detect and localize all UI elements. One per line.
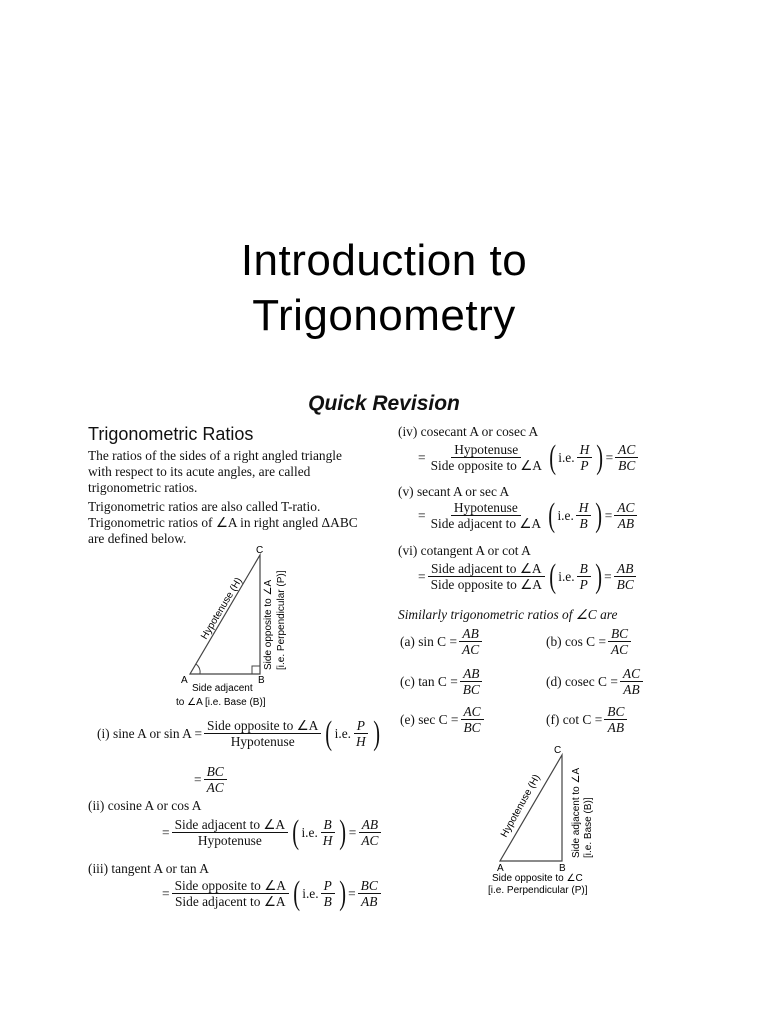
c-ratio-numerator: BC — [604, 704, 627, 720]
sine-result-denominator: AC — [206, 780, 224, 795]
cotangent-ie-denominator: P — [579, 577, 588, 592]
sine-ie-numerator: P — [354, 718, 368, 734]
c-ratio-sin — [400, 626, 484, 657]
ie-text: i.e. — [558, 449, 575, 465]
intro-line: Trigonometric ratios are also called T-ratio. — [88, 499, 321, 514]
cosecant-result-numerator: AC — [615, 442, 638, 458]
title-line-2: Trigonometry — [252, 291, 516, 340]
c-ratio-denominator: BC — [463, 720, 481, 735]
intro-line: Trigonometric ratios of ∠A in right angled ΔABC — [88, 515, 358, 531]
c-ratio-denominator: AB — [623, 682, 640, 697]
c-ratio-label: (d) cosec C = — [546, 673, 618, 689]
cosecant-denominator: Side opposite to ∠A — [430, 458, 542, 473]
vertex-c-label: C — [554, 745, 562, 756]
secant-ie-numerator: H — [576, 500, 592, 516]
vertex-b-label: B — [559, 863, 566, 874]
title-line-1: Introduction to — [240, 236, 528, 285]
ie-text: i.e. — [301, 824, 318, 840]
cotangent-label: (vi) cotangent A or cot A — [398, 543, 531, 558]
cosecant-result-denominator: BC — [618, 458, 636, 473]
c-ratio-label: (c) tan C = — [400, 673, 458, 689]
secant-label: (v) secant A or sec A — [398, 484, 510, 499]
right-angle-marker — [252, 666, 260, 674]
opposite-side-label-line1: Side opposite to ∠C — [492, 873, 583, 884]
cosine-formula: = Side adjacent to ∠A Hypotenuse ( i.e. $\frac{B}{H}$ ) = $\frac{AB}{AC}$ — [162, 817, 383, 848]
ie-text: i.e. — [558, 568, 575, 584]
adjacent-side-label-line2: [i.e. Base (B)] — [583, 797, 594, 858]
hypotenuse-label: Hypotenuse (H) — [499, 772, 543, 840]
intro-line: are defined below. — [88, 531, 187, 547]
adjacent-side-label-line2: to ∠A [i.e. Base (B)] — [176, 697, 266, 708]
intro-paragraph-1 — [88, 448, 342, 497]
cosine-result-denominator: AC — [361, 833, 379, 848]
c-ratio-sec — [400, 704, 486, 735]
tangent-numerator: Side opposite to ∠A — [172, 878, 289, 894]
similarly-heading: Similarly trigonometric ratios of ∠C are — [398, 607, 618, 622]
cosine-result-numerator: AB — [359, 817, 381, 833]
c-ratio-tan — [400, 666, 485, 697]
c-ratio-denominator: AB — [607, 720, 624, 735]
sine-denominator: Hypotenuse — [230, 734, 295, 749]
triangle-abc-diagram-2 — [470, 740, 620, 900]
tangent-denominator: Side adjacent to ∠A — [174, 894, 286, 909]
c-ratio-numerator: AC — [461, 704, 484, 720]
secant-result-numerator: AC — [614, 500, 637, 516]
cotangent-ie-numerator: B — [577, 561, 591, 577]
c-ratio-cosec — [546, 666, 645, 697]
cosecant-label: (iv) cosecant A or cosec A — [398, 424, 539, 439]
cosine-denominator: Hypotenuse — [197, 833, 262, 848]
sine-ie-denominator: H — [356, 734, 366, 749]
c-ratio-numerator: BC — [608, 626, 631, 642]
secant-denominator: Side adjacent to ∠A — [430, 516, 542, 531]
angle-a-arc — [196, 664, 200, 674]
cotangent-formula: = Side adjacent to ∠A Side opposite to ∠A ( i.e. $\frac{B}{P}$ ) = $\frac{AB}{BC}$ — [418, 561, 639, 592]
cosine-ie-numerator: B — [321, 817, 335, 833]
sine-numerator: Side opposite to ∠A — [204, 718, 321, 734]
c-ratio-cos — [546, 626, 633, 657]
c-ratio-denominator: AC — [462, 642, 480, 657]
vertex-a-label: A — [181, 675, 188, 686]
vertex-b-label: B — [258, 675, 265, 686]
c-ratio-numerator: AB — [459, 626, 481, 642]
ie-text: i.e. — [302, 885, 319, 901]
c-ratio-numerator: AB — [460, 666, 482, 682]
triangle-abc-diagram — [140, 540, 320, 712]
cosine-ie-denominator: H — [322, 833, 333, 848]
secant-ie-denominator: B — [579, 516, 588, 531]
intro-line: trigonometric ratios. — [88, 480, 198, 496]
c-ratio-denominator: BC — [462, 682, 480, 697]
sine-result: = $\frac{BC}{AC}$ — [194, 764, 229, 795]
sine-formula: (i) sine A or sin A = Side opposite to ∠A Hypotenuse ( i.e. $\frac{P}{H}$ ) — [97, 714, 380, 752]
tangent-ie-numerator: P — [321, 878, 335, 894]
adjacent-side-label-line1: Side adjacent — [192, 683, 253, 694]
opposite-side-label-line2: [i.e. Perpendicular (P)] — [276, 570, 287, 670]
sine-label: (i) sine A or sin A = — [97, 725, 203, 741]
cotangent-denominator: Side opposite to ∠A — [430, 577, 542, 592]
ie-text: i.e. — [557, 507, 574, 523]
ie-text: i.e. — [334, 725, 352, 741]
intro-line: The ratios of the sides of a right angled triangle — [88, 448, 342, 463]
cosine-label: (ii) cosine A or cos A — [88, 798, 202, 813]
opposite-side-label-line1: Side opposite to ∠A — [263, 579, 274, 670]
tangent-formula: = Side opposite to ∠A Side adjacent to ∠A ( i.e. $\frac{P}{B}$ ) = $\frac{BC}{AB}$ — [162, 878, 383, 909]
triangle-outline — [500, 755, 562, 861]
c-ratio-numerator: AC — [620, 666, 643, 682]
opposite-side-label-line2: [i.e. Perpendicular (P)] — [488, 885, 588, 896]
c-ratio-denominator: AC — [611, 642, 629, 657]
section-heading: Trigonometric Ratios — [88, 424, 254, 444]
c-ratio-label: (f) cot C = — [546, 711, 603, 727]
c-ratio-label: (a) sin C = — [400, 633, 458, 649]
adjacent-side-label-line1: Side adjacent to ∠A — [571, 767, 582, 858]
cosecant-ie-denominator: P — [580, 458, 589, 473]
cosine-numerator: Side adjacent to ∠A — [172, 817, 289, 833]
tangent-label: (iii) tangent A or tan A — [88, 861, 209, 876]
hypotenuse-label: Hypotenuse (H) — [199, 575, 245, 642]
cosecant-numerator: Hypotenuse — [451, 442, 521, 458]
cotangent-result-denominator: BC — [616, 577, 634, 592]
intro-line: with respect to its acute angles, are called — [88, 464, 311, 480]
triangle-outline — [190, 555, 260, 674]
cotangent-numerator: Side adjacent to ∠A — [428, 561, 545, 577]
tangent-result-denominator: AB — [361, 894, 378, 909]
secant-numerator: Hypotenuse — [451, 500, 521, 516]
secant-formula: = Hypotenuse Side adjacent to ∠A ( i.e. $\frac{H}{B}$ ) = $\frac{AC}{AB}$ — [418, 500, 639, 531]
c-ratio-label: (b) cos C = — [546, 633, 606, 649]
cosecant-formula: = Hypotenuse Side opposite to ∠A ( i.e. $\frac{H}{P}$ ) = $\frac{AC}{BC}$ — [418, 442, 640, 473]
tangent-result-numerator: BC — [358, 878, 381, 894]
secant-result-denominator: AB — [617, 516, 635, 531]
vertex-c-label: C — [256, 545, 264, 556]
c-ratio-cot — [546, 704, 629, 735]
c-ratio-label: (e) sec C = — [400, 711, 459, 727]
vertex-a-label: A — [497, 863, 504, 874]
cosecant-ie-numerator: H — [577, 442, 593, 458]
tangent-ie-denominator: B — [323, 894, 332, 909]
cotangent-result-numerator: AB — [614, 561, 636, 577]
quick-revision-heading: Quick Revision — [308, 392, 460, 415]
sine-result-numerator: BC — [204, 764, 227, 780]
